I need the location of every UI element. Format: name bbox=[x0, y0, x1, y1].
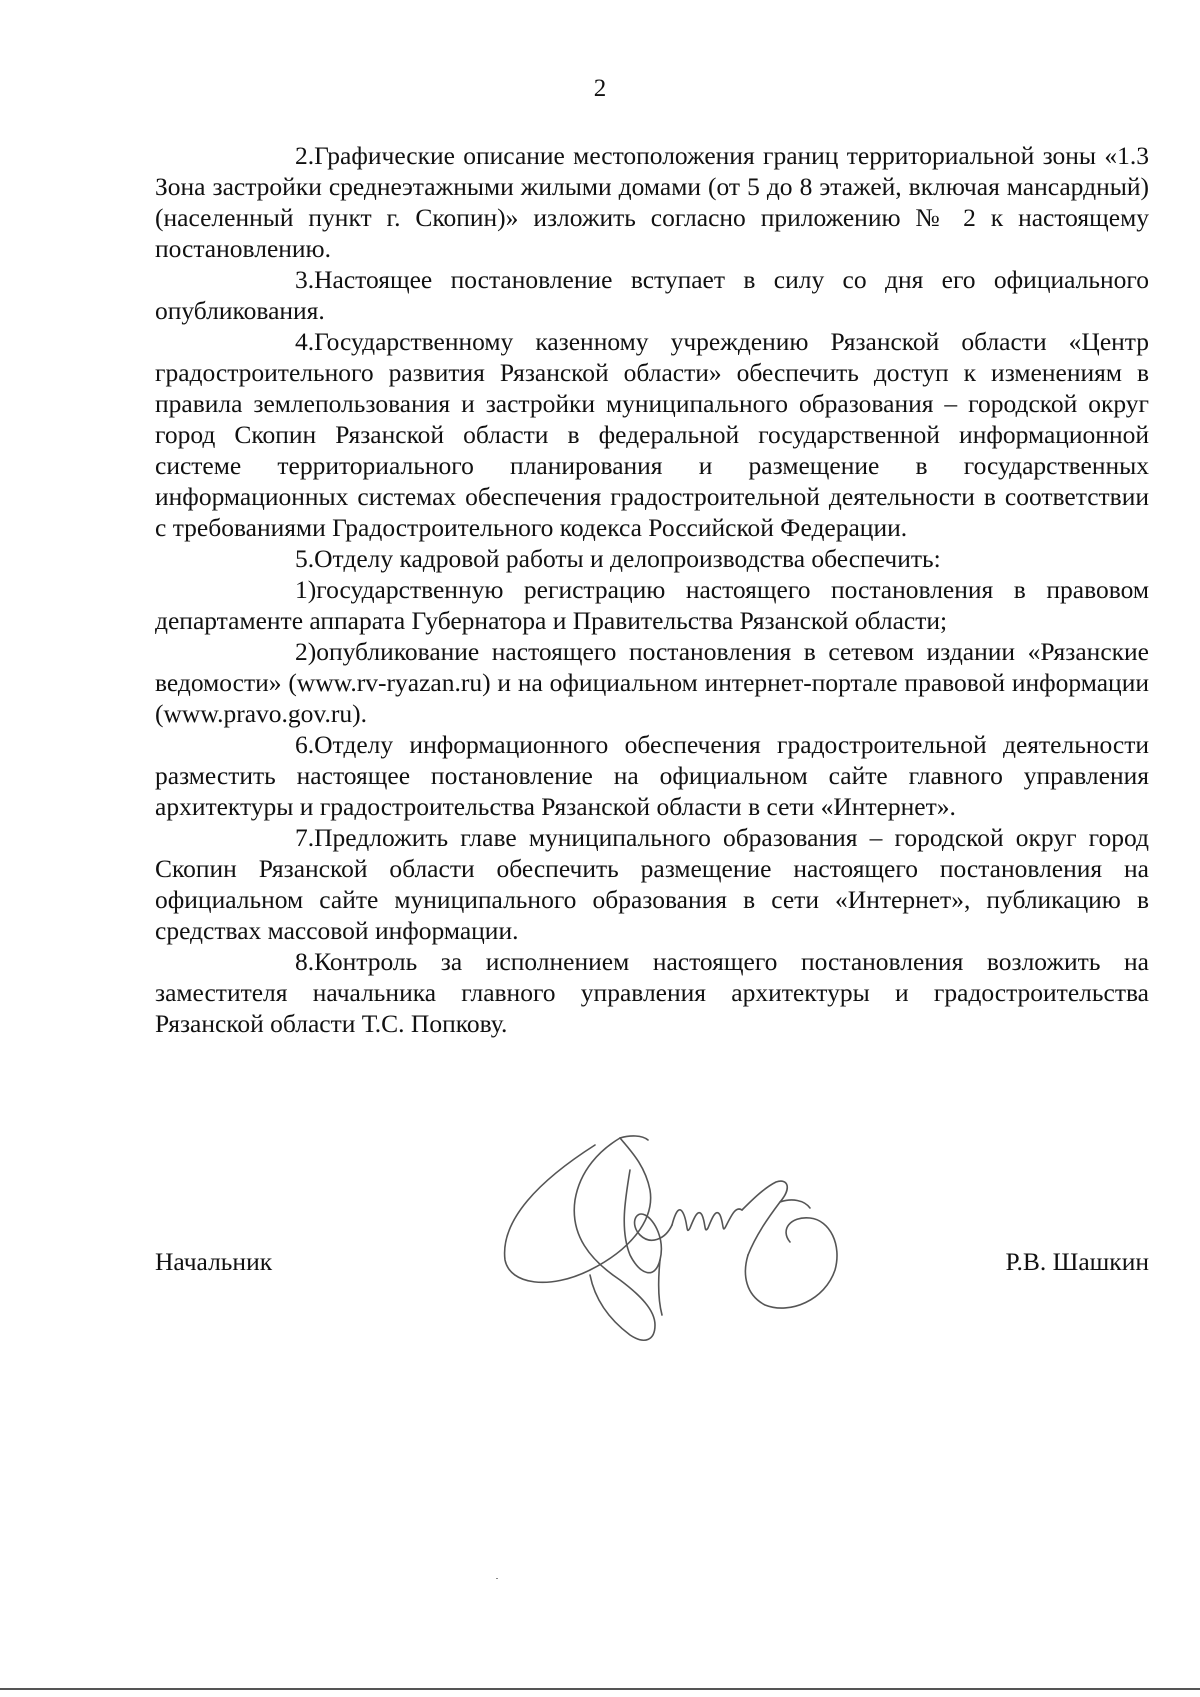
paragraph-7 bbox=[155, 822, 1149, 946]
paragraph-number: 2. bbox=[295, 141, 315, 170]
paragraph-number: 6. bbox=[295, 730, 315, 759]
paragraph-3 bbox=[155, 264, 1149, 326]
paragraph-text: государственную регистрацию настоящего постановления в правовом департаменте аппарата Губернатора и Правительства Рязанской области; bbox=[155, 575, 1149, 635]
page-number: 2 bbox=[593, 75, 607, 102]
paragraph-number: 4. bbox=[295, 327, 315, 356]
paragraph-4 bbox=[155, 326, 1149, 543]
paragraph-text: Отделу информационного обеспечения градостроительной деятельности разместить настоящее постановление на официальном сайте главного управления архитектуры и градостроительства Рязанской области в сети «Интернет». bbox=[155, 730, 1149, 821]
scan-speck bbox=[496, 1578, 498, 1579]
paragraph-text: Контроль за исполнением настоящего постановления возложить на заместителя начальника главного управления архитектуры и градостроительства Рязанской области Т.С. Попкову. bbox=[155, 947, 1149, 1038]
paragraph-number: 5. bbox=[295, 544, 315, 573]
paragraph-number: 7. bbox=[295, 823, 315, 852]
paragraph-text: Государственному казенному учреждению Рязанской области «Центр градостроительного развития Рязанской области» обеспечить доступ к изменениям в правила землепользования и застройки муниципального образования – городской округ город Скопин Рязанской области в федеральной государственной информационной системе территориального планирования и размещение в государственных информационных системах обеспечения градостроительной деятельности в соответствии с требованиями Градостроительного кодекса Российской Федерации. bbox=[155, 327, 1149, 542]
paragraph-text: Настоящее постановление вступает в силу со дня его официального опубликования. bbox=[155, 265, 1149, 325]
paragraph-8 bbox=[155, 946, 1149, 1039]
paragraph-5-2 bbox=[155, 636, 1149, 729]
paragraph-text: Предложить главе муниципального образования – городской округ город Скопин Рязанской области обеспечить размещение настоящего постановления на официальном сайте муниципального образования в сети «Интернет», публикацию в средствах массовой информации. bbox=[155, 823, 1149, 945]
paragraph-5-1 bbox=[155, 574, 1149, 636]
signatory-title: Начальник bbox=[155, 1247, 273, 1276]
scan-edge-rule bbox=[0, 1688, 1200, 1690]
handwritten-signature bbox=[480, 1110, 860, 1370]
paragraph-number: 1) bbox=[295, 575, 317, 604]
paragraph-5 bbox=[155, 543, 1149, 574]
paragraph-number: 3. bbox=[295, 265, 315, 294]
paragraph-text: опубликование настоящего постановления в сетевом издании «Рязанские ведомости» (www.rv-ryazan.ru) и на официальном интернет-портале правовой информации (www.pravo.gov.ru). bbox=[155, 637, 1149, 728]
paragraph-2 bbox=[155, 140, 1149, 264]
signature-block bbox=[155, 1246, 1149, 1286]
document-body bbox=[155, 140, 1149, 1039]
paragraph-text: Графические описание местоположения границ территориальной зоны «1.3 Зона застройки среднеэтажными жилыми домами (от 5 до 8 этажей, включая мансардный) (населенный пункт г. Скопин)» изложить согласно приложению № 2 к настоящему постановлению. bbox=[155, 141, 1149, 263]
paragraph-number: 2) bbox=[295, 637, 317, 666]
paragraph-text: Отделу кадровой работы и делопроизводства обеспечить: bbox=[314, 544, 941, 573]
paragraph-number: 8. bbox=[295, 947, 315, 976]
signatory-name: Р.В. Шашкин bbox=[1005, 1247, 1149, 1276]
paragraph-6 bbox=[155, 729, 1149, 822]
